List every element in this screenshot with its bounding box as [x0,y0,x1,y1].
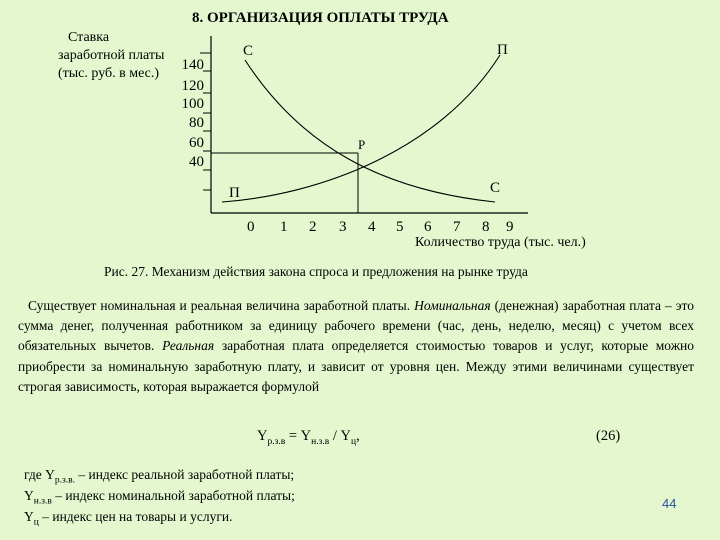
x-tick-label: 2 [309,219,317,235]
equilibrium-point-label: P [358,137,366,152]
figure-caption: Рис. 27. Механизм действия закона спроса и предложения на рынке труда [104,264,528,279]
term-nominal: Номинальная [414,298,491,313]
page-title: 8. ОРГАНИЗАЦИЯ ОПЛАТЫ ТРУДА [192,10,449,26]
supply-end-label: П [497,42,508,58]
x-tick-label: 1 [280,219,288,235]
x-tick-label: 0 [247,219,255,235]
term-real: Реальная [162,338,215,354]
y-tick-label: 100 [181,96,204,112]
paragraph-text: Существует номинальная и реальная величина заработной платы. [28,298,415,313]
supply-start-label: П [229,185,240,201]
x-tick-label: 6 [424,219,432,235]
paragraph-text: (денежная) заработная плата – это сумма денег, полученная работником за единицу рабочего времени (час, день, неделю, месяц) с учетом всех обязательных вычетов. [18,298,694,354]
body-paragraph [18,296,694,397]
x-tick-label: 4 [368,219,376,235]
y-tick-label: 60 [189,135,204,151]
demand-start-label: С [243,43,254,59]
x-tick-label: 9 [506,219,514,235]
y-axis-label-line3: (тыс. руб. в мес.) [58,66,160,81]
x-tick-label: 5 [396,219,404,235]
supply-curve [222,55,500,202]
x-tick-label: 3 [339,219,347,235]
demand-curve [245,60,495,202]
y-tick-label: 80 [189,115,204,131]
legend-item: где $Y_{р.з.в.}$ – индекс реальной заработной платы; [24,467,295,486]
demand-end-label: С [490,180,501,196]
paragraph-text: заработная плата определяется стоимостью товаров и услуг, которые можно приобрести за номинальную заработную плату, и зависит от уровня цен. Между этими величинами существует строгая зависимость, которая выражается формулой [18,338,695,394]
y-tick-label: 140 [181,57,204,73]
legend-item: $Y_ц$ – индекс цен на товары и услуги. [24,509,233,528]
formula: $Y_{р.з.в} = Y_{н.з.в} / Y_ц$, [257,428,360,447]
x-tick-label: 7 [453,219,461,235]
x-axis-label: Количество труда (тыс. чел.) [415,235,586,250]
y-tick-label: 40 [189,154,204,170]
page-number: 44 [662,496,677,511]
legend-item: $Y_{н.з.в}$ – индекс номинальной заработной платы; [24,488,295,507]
y-axis-label-line1: Ставка [68,30,110,45]
y-tick-label: 120 [181,78,204,94]
x-tick-label: 8 [482,219,490,235]
formula-number: (26) [596,428,621,444]
y-axis-label-line2: заработной платы [58,48,165,63]
